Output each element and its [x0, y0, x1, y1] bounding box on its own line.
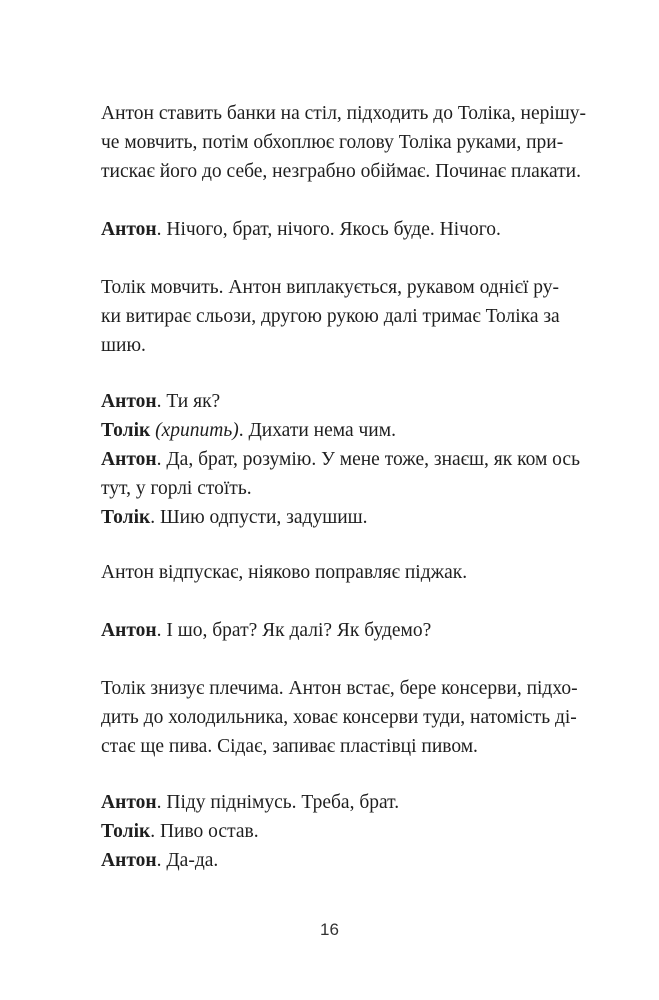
dialogue-line	[101, 503, 559, 532]
dialogue-text: . Пиво остав.	[150, 821, 259, 842]
dialogue-line	[101, 445, 580, 474]
stage-direction	[101, 99, 587, 186]
text-line: Толік знизує плечима. Антон встає, бере консерви, підхо-	[101, 678, 578, 699]
speaker-name: Толік	[101, 507, 151, 528]
dialogue-text: . Да-да.	[156, 850, 219, 871]
dialogue-block	[101, 616, 559, 645]
dialogue-line	[101, 846, 559, 875]
page-number: 16	[320, 920, 339, 939]
text-line: Антон відпускає, ніяково поправляє піджак.	[101, 562, 468, 583]
dialogue-line	[101, 387, 559, 416]
dialogue-text: . Дихати нема чим.	[238, 420, 396, 441]
text-line: стає ще пива. Сідає, запиває пластівці пивом.	[101, 736, 478, 757]
dialogue-text: . Піду піднімусь. Треба, брат.	[156, 792, 400, 813]
dialogue-line	[101, 215, 559, 244]
dialogue-text: тут, у горлі стоїть.	[101, 478, 252, 499]
speaker-name: Антон	[101, 620, 157, 641]
stage-direction	[101, 558, 559, 587]
dialogue-line	[101, 616, 559, 645]
dialogue-text: . Шию одпусти, задушиш.	[150, 507, 368, 528]
text-line: Антон ставить банки на стіл, підходить до Толіка, нерішу-	[101, 103, 587, 124]
dialogue-text: . Нічого, брат, нічого. Якось буде. Нічого.	[156, 219, 501, 240]
stage-direction	[101, 273, 559, 360]
speaker-name: Толік	[101, 821, 151, 842]
stage-direction	[101, 674, 578, 761]
text-line: че мовчить, потім обхоплює голову Толіка руками, при-	[101, 132, 564, 153]
text-line: ки витирає сльози, другою рукою далі тримає Толіка за	[101, 306, 560, 327]
dialogue-line	[101, 416, 559, 445]
dialogue-block	[101, 788, 559, 875]
dialogue-text: . Да, брат, розумію. У мене тоже, знаєш, як ком ось	[156, 449, 580, 470]
dialogue-line	[101, 788, 559, 817]
speaker-name: Антон	[101, 219, 157, 240]
speaker-name: Антон	[101, 449, 157, 470]
stage-note: (хрипить)	[150, 420, 239, 441]
dialogue-block	[101, 215, 559, 244]
dialogue-block	[101, 387, 580, 532]
text-line: шию.	[101, 335, 146, 356]
speaker-name: Антон	[101, 850, 157, 871]
dialogue-line	[101, 817, 559, 846]
speaker-name: Антон	[101, 792, 157, 813]
text-line: тискає його до себе, незграбно обіймає. Починає плакати.	[101, 161, 581, 182]
dialogue-text: . І шо, брат? Як далі? Як будемо?	[156, 620, 432, 641]
text-line: Толік мовчить. Антон виплакується, рукавом однієї ру-	[101, 277, 559, 298]
text-line: дить до холодильника, ховає консерви туди, натомість ді-	[101, 707, 577, 728]
dialogue-line	[101, 474, 559, 503]
speaker-name: Антон	[101, 391, 157, 412]
dialogue-text: . Ти як?	[156, 391, 221, 412]
speaker-name: Толік	[101, 420, 151, 441]
